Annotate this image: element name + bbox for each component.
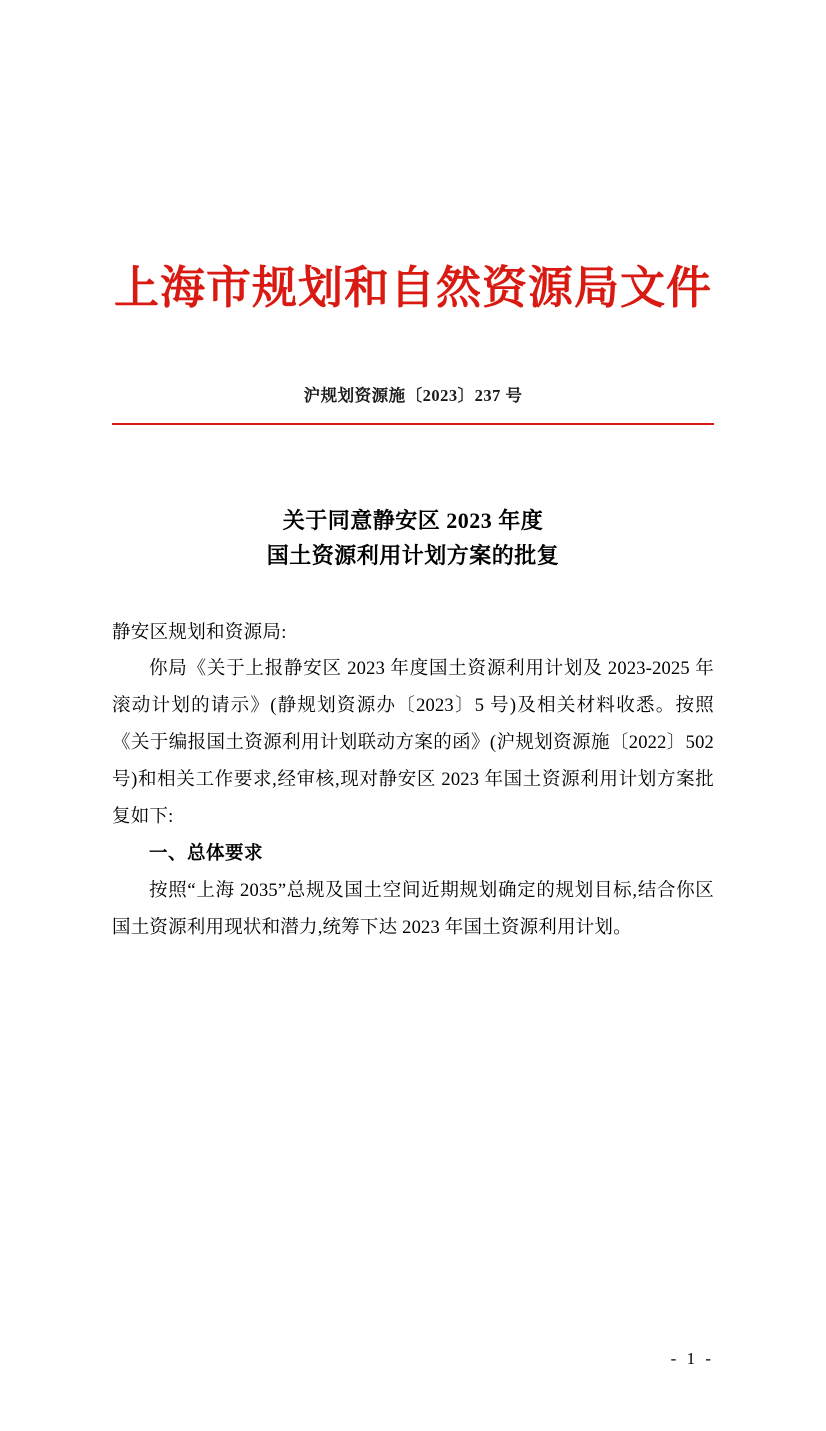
document-title-line-1: 关于同意静安区 2023 年度 xyxy=(282,507,544,533)
page-number: - 1 - xyxy=(670,1349,714,1368)
section-1-paragraph: 按照“上海 2035”总规及国土空间近期规划确定的规划目标,结合你区国土资源利用现状和潜力,统筹下达 2023 年国土资源利用计划。 xyxy=(112,881,714,939)
document-number: 沪规划资源施〔2023〕237 号 xyxy=(303,385,523,405)
document-body xyxy=(112,616,714,947)
salutation: 静安区规划和资源局: xyxy=(112,623,287,643)
body-paragraph-1: 你局《关于上报静安区 2023 年度国土资源利用计划及 2023-2025 年滚动计划的请示》(静规划资源办〔2023〕5 号)及相关材料收悉。按照《关于编报国土资源利用计划联动方案的函》(沪规划资源施〔2022〕502 号)和相关工作要求,经审核,现对静安区 2023 年国土资源利用计划方案批复如下: xyxy=(112,659,714,828)
section-heading-1: 一、总体要求 xyxy=(149,844,264,865)
document-title-line-2: 国土资源利用计划方案的批复 xyxy=(266,543,560,569)
red-divider-rule xyxy=(112,423,714,425)
document-title xyxy=(112,503,714,574)
masthead-title: 上海市规划和自然资源局文件 xyxy=(113,261,712,314)
document-page xyxy=(0,262,826,1431)
